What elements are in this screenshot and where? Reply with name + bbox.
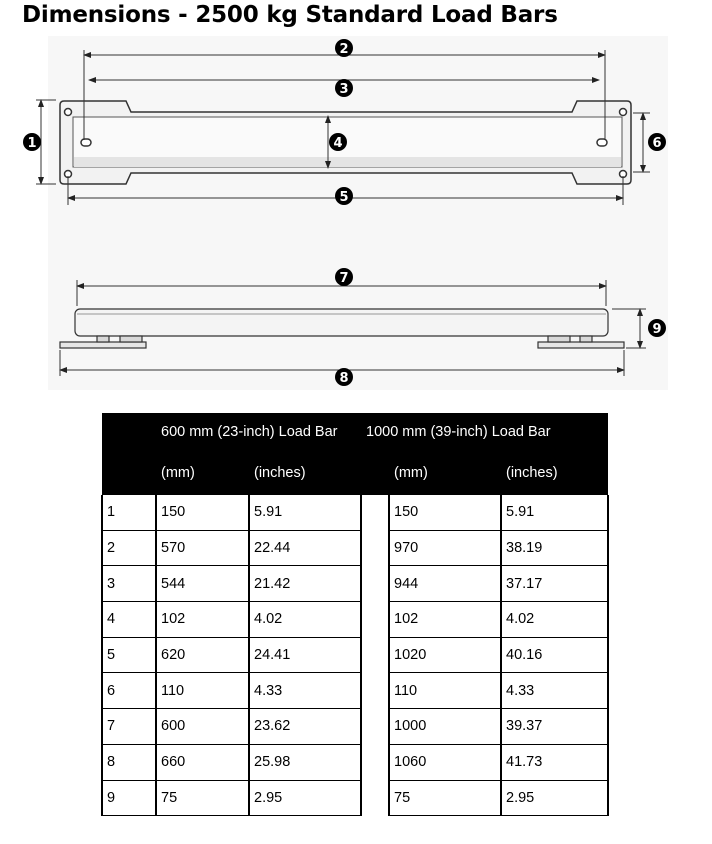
cell-a-inches: 25.98 <box>249 744 361 780</box>
page-title: Dimensions - 2500 kg Standard Load Bars <box>22 2 558 28</box>
header-spacer <box>102 451 156 495</box>
header-b-inches: (inches) <box>501 451 608 495</box>
cell-b-inches: 5.91 <box>501 495 608 530</box>
cell-b-mm: 1000 <box>389 709 501 745</box>
svg-text:5: 5 <box>339 190 349 205</box>
cell-b-inches: 39.37 <box>501 709 608 745</box>
cell-a-mm: 544 <box>156 566 249 602</box>
row-id: 9 <box>102 780 156 816</box>
cell-b-mm: 970 <box>389 530 501 566</box>
row-id: 7 <box>102 709 156 745</box>
dimension-marker-8 <box>335 368 353 386</box>
cell-a-mm: 570 <box>156 530 249 566</box>
dimensions-table <box>101 413 609 816</box>
row-id: 8 <box>102 744 156 780</box>
row-id: 3 <box>102 566 156 602</box>
table-row <box>102 673 608 709</box>
cell-b-inches: 41.73 <box>501 744 608 780</box>
cell-gap <box>361 637 389 673</box>
table-row <box>102 602 608 638</box>
svg-text:1: 1 <box>27 136 37 151</box>
dimension-marker-6 <box>648 133 666 151</box>
row-id: 2 <box>102 530 156 566</box>
svg-text:3: 3 <box>339 82 349 97</box>
dimension-marker-2 <box>335 39 353 57</box>
cell-b-mm: 102 <box>389 602 501 638</box>
table-row <box>102 637 608 673</box>
header-gap <box>361 451 389 495</box>
cell-a-mm: 660 <box>156 744 249 780</box>
cell-a-inches: 21.42 <box>249 566 361 602</box>
table-row <box>102 780 608 816</box>
cell-b-inches: 2.95 <box>501 780 608 816</box>
header-1000mm-load-bar: 1000 mm (39-inch) Load Bar <box>361 413 608 451</box>
cell-gap <box>361 780 389 816</box>
header-spacer <box>102 413 156 451</box>
cell-a-mm: 620 <box>156 637 249 673</box>
dimension-marker-1 <box>23 133 41 151</box>
cell-b-inches: 4.02 <box>501 602 608 638</box>
cell-b-inches: 40.16 <box>501 637 608 673</box>
table-row <box>102 566 608 602</box>
header-a-mm: (mm) <box>156 451 249 495</box>
cell-gap <box>361 744 389 780</box>
cell-gap <box>361 495 389 530</box>
cell-b-inches: 4.33 <box>501 673 608 709</box>
cell-b-mm: 75 <box>389 780 501 816</box>
cell-b-mm: 1020 <box>389 637 501 673</box>
cell-b-mm: 110 <box>389 673 501 709</box>
cell-gap <box>361 566 389 602</box>
dimension-marker-5 <box>335 187 353 205</box>
cell-b-inches: 37.17 <box>501 566 608 602</box>
table-row <box>102 709 608 745</box>
cell-b-mm: 150 <box>389 495 501 530</box>
cell-a-mm: 150 <box>156 495 249 530</box>
cell-a-mm: 110 <box>156 673 249 709</box>
svg-text:4: 4 <box>333 136 343 151</box>
header-600mm-load-bar: 600 mm (23-inch) Load Bar <box>156 413 361 451</box>
row-id: 4 <box>102 602 156 638</box>
svg-text:7: 7 <box>339 271 349 286</box>
cell-gap <box>361 602 389 638</box>
cell-a-inches: 5.91 <box>249 495 361 530</box>
cell-gap <box>361 709 389 745</box>
cell-b-inches: 38.19 <box>501 530 608 566</box>
row-id: 5 <box>102 637 156 673</box>
row-id: 1 <box>102 495 156 530</box>
cell-gap <box>361 530 389 566</box>
cell-a-mm: 600 <box>156 709 249 745</box>
cell-a-inches: 22.44 <box>249 530 361 566</box>
table-row <box>102 495 608 530</box>
cell-a-inches: 4.02 <box>249 602 361 638</box>
cell-a-inches: 2.95 <box>249 780 361 816</box>
table-row <box>102 744 608 780</box>
cell-a-mm: 75 <box>156 780 249 816</box>
cell-gap <box>361 673 389 709</box>
cell-b-mm: 944 <box>389 566 501 602</box>
row-id: 6 <box>102 673 156 709</box>
cell-b-mm: 1060 <box>389 744 501 780</box>
svg-text:9: 9 <box>652 322 662 337</box>
header-a-inches: (inches) <box>249 451 361 495</box>
svg-text:2: 2 <box>339 42 349 57</box>
dimension-marker-4 <box>329 133 347 151</box>
svg-text:6: 6 <box>652 136 662 151</box>
cell-a-inches: 4.33 <box>249 673 361 709</box>
load-bar-dimension-diagram <box>0 0 712 400</box>
cell-a-inches: 24.41 <box>249 637 361 673</box>
dimension-marker-9 <box>648 319 666 337</box>
svg-text:8: 8 <box>339 371 349 386</box>
header-b-mm: (mm) <box>389 451 501 495</box>
table-row <box>102 530 608 566</box>
dimension-marker-3 <box>335 79 353 97</box>
dimension-marker-7 <box>335 268 353 286</box>
cell-a-mm: 102 <box>156 602 249 638</box>
cell-a-inches: 23.62 <box>249 709 361 745</box>
